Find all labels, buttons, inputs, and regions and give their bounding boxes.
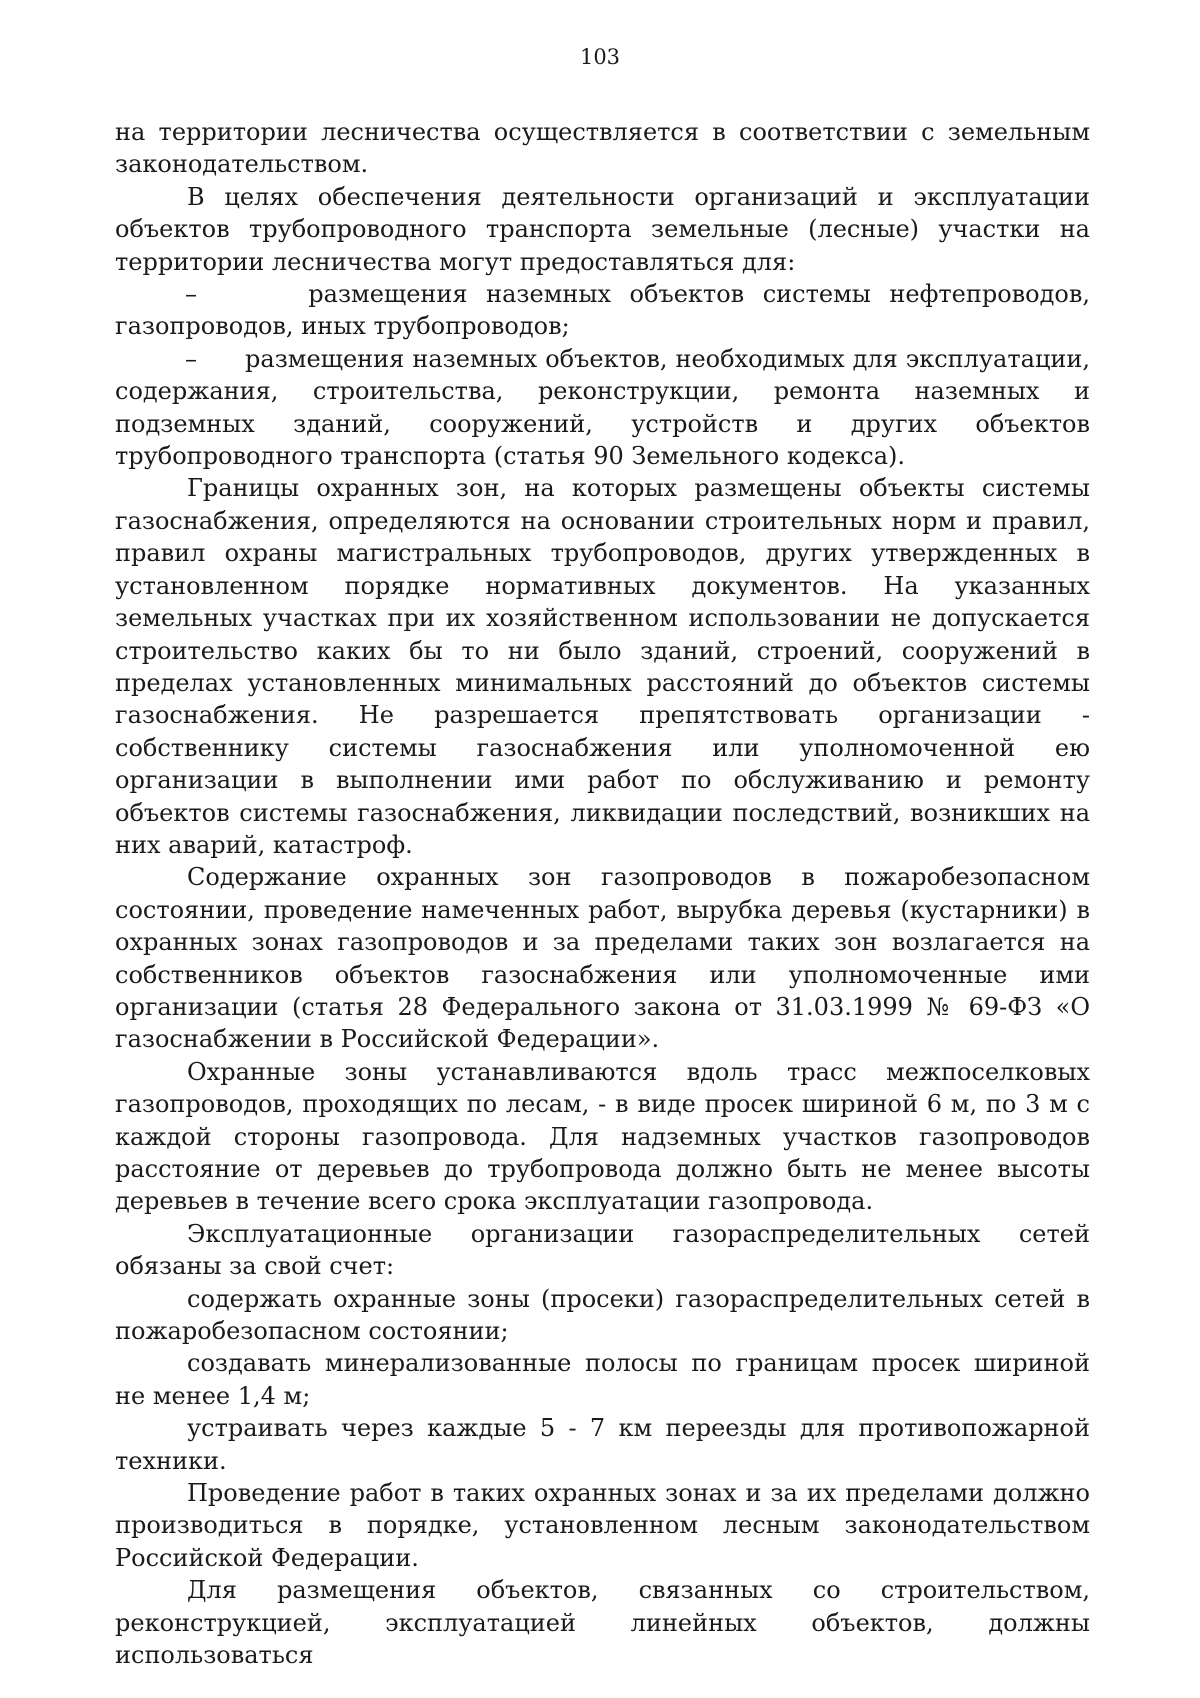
body-text [115, 116, 1090, 1672]
list-item-ground-objects: – размещения наземных объектов системы нефтепроводов, газопроводов, иных трубопроводов; [115, 280, 1090, 341]
paragraph-protection-zones: Границы охранных зон, на которых размещены объекты системы газоснабжения, определяются на основании строительных норм и правил, правил охраны магистральных трубопроводов, других утвержденных в установленном порядке нормативных документов. На указанных земельных участках при их хозяйственном использовании не допускается строительство каких бы то ни было зданий, строений, сооружений в пределах установленных минимальных расстояний до объектов системы газоснабжения. Не разрешается препятствовать организации - собственнику системы газоснабжения или уполномоченной ею организации в выполнении ими работ по обслуживанию и ремонту объектов системы газоснабжения, ликвидации последствий, возникших на них аварий, катастроф. [115, 474, 1090, 859]
paragraph-pipeline-lands: В целях обеспечения деятельности организаций и эксплуатации объектов трубопроводного транспорта земельные (лесные) участки на территории лесничества могут предоставляться для: [115, 182, 1090, 276]
paragraph-operators-obliged: Эксплуатационные организации газораспределительных сетей обязаны за свой счет: [115, 1219, 1090, 1281]
list-item-maintenance-objects: – размещения наземных объектов, необходимых для эксплуатации, содержания, строительства, реконструкции, ремонта наземных и подземных зданий, сооружений, устройств и других объектов трубопроводного транспорта (статья 90 Земельного кодекса). [115, 344, 1090, 471]
paragraph-mineral-strips: создавать минерализованные полосы по границам просек шириной не менее 1,4 м; [115, 1349, 1090, 1410]
page-number: 103 [579, 45, 621, 69]
paragraph-keep-zones: содержать охранные зоны (просеки) газораспределительных сетей в пожаробезопасном состоянии; [115, 1284, 1090, 1346]
paragraph-works-procedure: Проведение работ в таких охранных зонах и за их пределами должно производиться в порядке, установленном лесным законодательством Российской Федерации. [115, 1479, 1090, 1572]
paragraph-zone-width: Охранные зоны устанавливаются вдоль трасс межпоселковых газопроводов, проходящих по лесам, - в виде просек шириной 6 м, по 3 м с каждой стороны газопровода. Для надземных участков газопроводов расстояние от деревьев до трубопровода должно быть не менее высоты деревьев в течение всего срока эксплуатации газопровода. [115, 1057, 1090, 1216]
paragraph-continuation: на территории лесничества осуществляется в соответствии с земельным законодательством. [115, 118, 1090, 179]
paragraph-linear-objects: Для размещения объектов, связанных со строительством, реконструкцией, эксплуатацией линейных объектов, должны использоваться [115, 1576, 1090, 1670]
paragraph-crossings: устраивать через каждые 5 - 7 км переезды для противопожарной техники. [115, 1414, 1090, 1475]
paragraph-zone-maintenance: Содержание охранных зон газопроводов в пожаробезопасном состоянии, проведение намеченных работ, вырубка деревья (кустарники) в охранных зонах газопроводов и за пределами таких зон возлагается на собственников объектов газоснабжения или уполномоченные ими организации (статья 28 Федерального закона от 31.03.1999 № 69-ФЗ «О газоснабжении в Российской Федерации». [115, 863, 1090, 1054]
